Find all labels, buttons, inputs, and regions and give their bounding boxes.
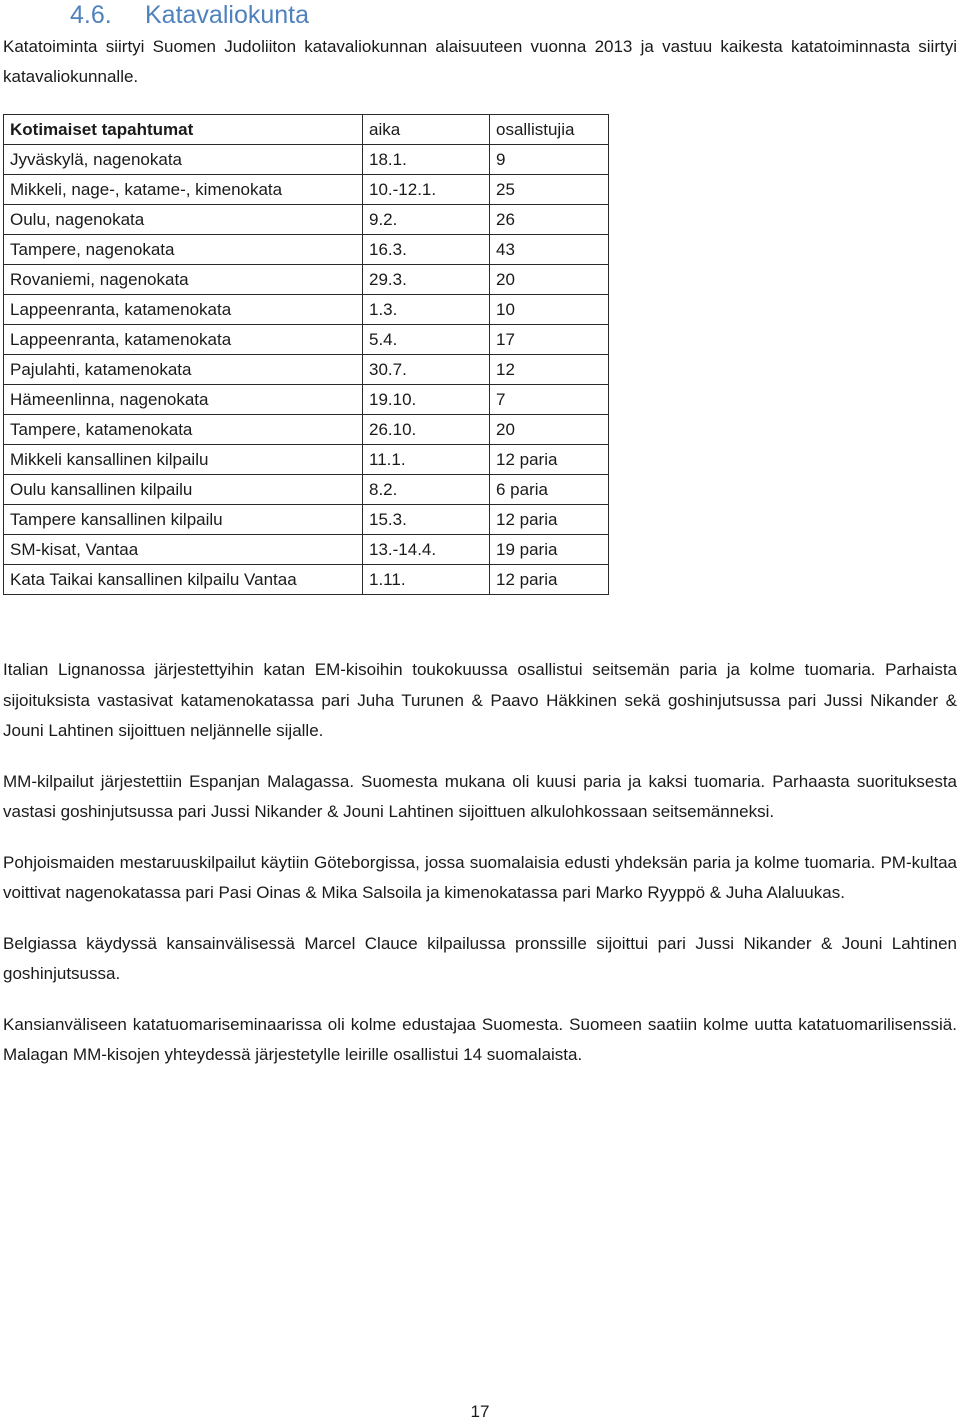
event-cell: Rovaniemi, nagenokata: [4, 265, 363, 295]
event-cell: Kata Taikai kansallinen kilpailu Vantaa: [4, 565, 363, 595]
event-cell: Jyväskylä, nagenokata: [4, 145, 363, 175]
participants-cell: 12 paria: [490, 445, 609, 475]
page-number: 17: [470, 1402, 490, 1421]
paragraph-world-championships: MM-kilpailut järjestettiin Espanjan Malagassa. Suomesta mukana oli kuusi paria ja kaksi tuomaria. Parhaasta suorituksesta vastasi goshinjutsussa pari Jussi Nikander & Jouni Lahtinen sijoittuen alkulohkossaan seitsemänneksi.: [3, 771, 957, 821]
participants-cell: 19 paria: [490, 535, 609, 565]
participants-cell: 7: [490, 385, 609, 415]
event-cell: Oulu kansallinen kilpailu: [4, 475, 363, 505]
date-cell: 10.-12.1.: [363, 175, 490, 205]
participants-cell: 6 paria: [490, 475, 609, 505]
date-cell: 26.10.: [363, 415, 490, 445]
table-row: [4, 265, 609, 295]
table-row: [4, 475, 609, 505]
table-row: [4, 355, 609, 385]
event-cell: Lappeenranta, katamenokata: [4, 325, 363, 355]
participants-cell: 9: [490, 145, 609, 175]
section-heading: [70, 0, 309, 30]
section-number: 4.6.: [70, 1, 112, 29]
table-row: [4, 205, 609, 235]
event-cell: Pajulahti, katamenokata: [4, 355, 363, 385]
events-table: [3, 114, 609, 595]
table-row: [4, 445, 609, 475]
date-cell: 13.-14.4.: [363, 535, 490, 565]
event-cell: Tampere, katamenokata: [4, 415, 363, 445]
date-cell: 15.3.: [363, 505, 490, 535]
participants-cell: 12: [490, 355, 609, 385]
event-cell: Lappeenranta, katamenokata: [4, 295, 363, 325]
date-cell: 18.1.: [363, 145, 490, 175]
event-cell: Tampere kansallinen kilpailu: [4, 505, 363, 535]
event-cell: Hämeenlinna, nagenokata: [4, 385, 363, 415]
participants-cell: 20: [490, 415, 609, 445]
date-cell: 16.3.: [363, 235, 490, 265]
event-cell: Oulu, nagenokata: [4, 205, 363, 235]
table-row: [4, 415, 609, 445]
table-row: [4, 145, 609, 175]
table-row: [4, 175, 609, 205]
table-row: [4, 535, 609, 565]
participants-cell: 10: [490, 295, 609, 325]
section-title: Katavaliokunta: [145, 1, 310, 29]
paragraph-referee-seminar: Kansianväliseen katatuomariseminaarissa oli kolme edustajaa Suomesta. Suomeen saatiin kolme uutta katatuomarilisenssiä. Malagan MM-kisojen yhteydessä järjestetylle leirille osallistui 14 suomalaista.: [3, 1014, 957, 1064]
date-cell: 11.1.: [363, 445, 490, 475]
participants-cell: 12 paria: [490, 565, 609, 595]
event-cell: SM-kisat, Vantaa: [4, 535, 363, 565]
participants-cell: 17: [490, 325, 609, 355]
participants-cell: 43: [490, 235, 609, 265]
table-row: [4, 325, 609, 355]
participants-cell: 20: [490, 265, 609, 295]
date-cell: 5.4.: [363, 325, 490, 355]
header-events: Kotimaiset tapahtumat: [4, 115, 363, 145]
report-body: [3, 655, 957, 1091]
event-cell: Mikkeli, nage-, katame-, kimenokata: [4, 175, 363, 205]
date-cell: 30.7.: [363, 355, 490, 385]
paragraph-belgium-competition: Belgiassa käydyssä kansainvälisessä Marcel Clauce kilpailussa pronssille sijoittui pari Jussi Nikander & Jouni Lahtinen goshinjutsussa.: [3, 933, 957, 983]
date-cell: 19.10.: [363, 385, 490, 415]
date-cell: 9.2.: [363, 205, 490, 235]
table-row: [4, 565, 609, 595]
table-header-row: [4, 115, 609, 145]
date-cell: 29.3.: [363, 265, 490, 295]
participants-cell: 25: [490, 175, 609, 205]
date-cell: 1.11.: [363, 565, 490, 595]
table-row: [4, 505, 609, 535]
event-cell: Mikkeli kansallinen kilpailu: [4, 445, 363, 475]
date-cell: 8.2.: [363, 475, 490, 505]
event-cell: Tampere, nagenokata: [4, 235, 363, 265]
header-participants: osallistujia: [490, 115, 609, 145]
header-time: aika: [363, 115, 490, 145]
participants-cell: 26: [490, 205, 609, 235]
table-row: [4, 385, 609, 415]
table-row: [4, 295, 609, 325]
intro-paragraph: Katatoiminta siirtyi Suomen Judoliiton katavaliokunnan alaisuuteen vuonna 2013 ja vastuu kaikesta katatoiminnasta siirtyi katavaliokunnalle.: [3, 37, 957, 86]
table-row: [4, 235, 609, 265]
paragraph-nordic-championships: Pohjoismaiden mestaruuskilpailut käytiin Göteborgissa, jossa suomalaisia edusti yhdeksän paria ja kolme tuomaria. PM-kultaa voittivat nagenokatassa pari Pasi Oinas & Mika Salsoila ja kimenokatassa pari Marko Ryyppö & Juha Alaluukas.: [3, 852, 957, 902]
paragraph-em-championships: Italian Lignanossa järjestettyihin katan EM-kisoihin toukokuussa osallistui seitsemän paria ja kolme tuomaria. Parhaista sijoituksista vastasivat katamenokatassa pari Juha Turunen & Paavo Häkkinen sekä goshinjutsussa pari Jussi Nikander & Jouni Lahtinen sijoittuen neljännelle sijalle.: [3, 660, 957, 740]
date-cell: 1.3.: [363, 295, 490, 325]
participants-cell: 12 paria: [490, 505, 609, 535]
